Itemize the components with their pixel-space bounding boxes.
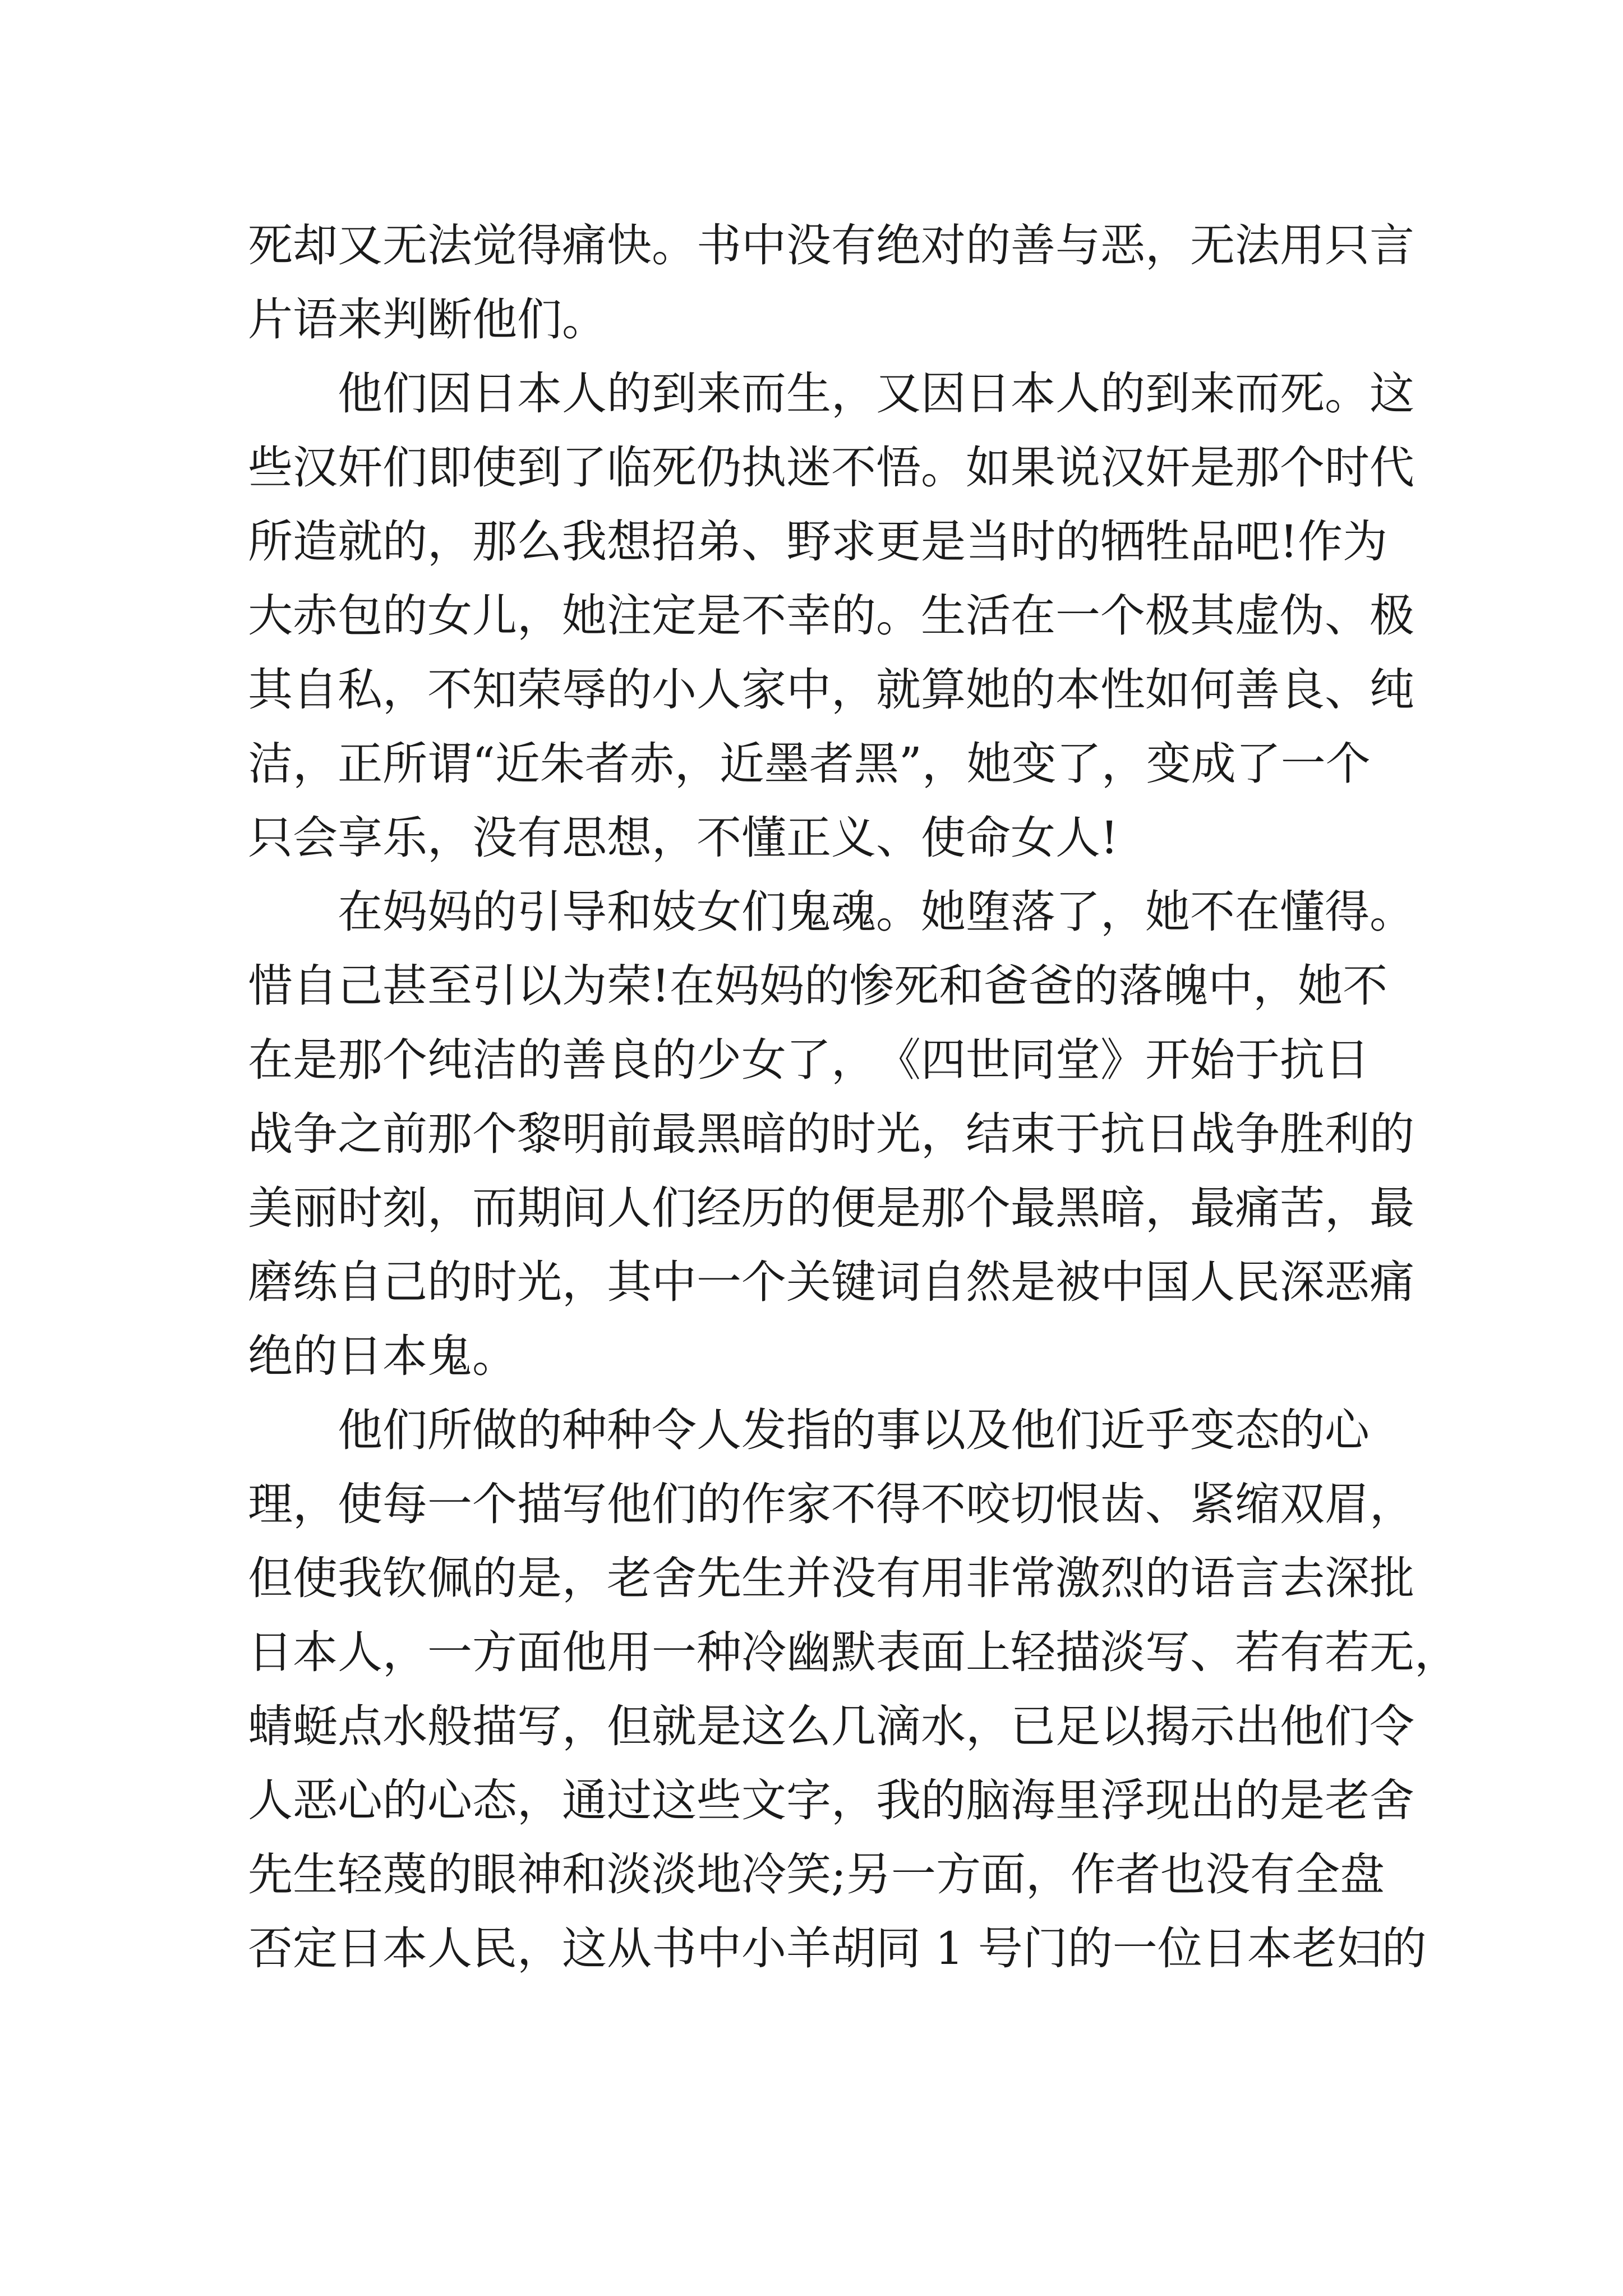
body-text bbox=[248, 209, 1459, 1986]
text-line: 否定日本人民，这从书中小羊胡同 1 号门的一位日本老妇的 bbox=[248, 1922, 1427, 1975]
text-line: 所造就的，那么我想招弟、野求更是当时的牺牲品吧!作为 bbox=[248, 516, 1388, 568]
text-line: 蜻蜓点水般描写，但就是这么几滴水，已足以揭示出他们令 bbox=[248, 1700, 1414, 1752]
text-line: 但使我钦佩的是，老舍先生并没有用非常激烈的语言去深批 bbox=[248, 1552, 1414, 1604]
paragraph-start-line: 他们因日本人的到来而生，又因日本人的到来而死。这 bbox=[338, 367, 1414, 420]
text-line: 只会享乐，没有思想，不懂正义、使命女人! bbox=[248, 812, 1119, 864]
text-line: 片语来判断他们。 bbox=[248, 293, 607, 346]
text-line: 理，使每一个描写他们的作家不得不咬切恨齿、紧缩双眉， bbox=[248, 1478, 1414, 1530]
text-line: 洁，正所谓“近朱者赤，近墨者黑”，她变了，变成了一个 bbox=[248, 738, 1371, 790]
paragraph-start-line: 在妈妈的引导和妓女们鬼魂。她堕落了，她不在懂得。 bbox=[338, 886, 1414, 938]
text-line: 绝的日本鬼。 bbox=[248, 1330, 517, 1382]
text-line: 日本人，一方面他用一种冷幽默表面上轻描淡写、若有若无， bbox=[248, 1626, 1459, 1678]
text-line: 战争之前那个黎明前最黑暗的时光，结束于抗日战争胜利的 bbox=[248, 1108, 1414, 1160]
text-line: 在是那个纯洁的善良的少女了， 《四世同堂》开始于抗日 bbox=[248, 1034, 1370, 1086]
text-line: 大赤包的女儿，她注定是不幸的。生活在一个极其虚伪、极 bbox=[248, 590, 1414, 642]
text-line: 人恶心的心态，通过这些文字，我的脑海里浮现出的是老舍 bbox=[248, 1774, 1414, 1826]
text-line: 磨练自己的时光，其中一个关键词自然是被中国人民深恶痛 bbox=[248, 1256, 1414, 1308]
text-line: 其自私，不知荣辱的小人家中，就算她的本性如何善良、纯 bbox=[248, 664, 1414, 716]
text-line: 些汉奸们即使到了临死仍执迷不悟。如果说汉奸是那个时代 bbox=[248, 441, 1414, 494]
paragraph-start-line: 他们所做的种种令人发指的事以及他们近乎变态的心 bbox=[338, 1404, 1370, 1456]
text-line: 美丽时刻，而期间人们经历的便是那个最黑暗，最痛苦，最 bbox=[248, 1182, 1414, 1234]
text-line: 惜自己甚至引以为荣!在妈妈的惨死和爸爸的落魄中，她不 bbox=[248, 960, 1388, 1012]
text-line: 先生轻蔑的眼神和淡淡地冷笑;另一方面，作者也没有全盘 bbox=[248, 1848, 1385, 1901]
text-line: 死却又无法觉得痛快。书中没有绝对的善与恶，无法用只言 bbox=[248, 219, 1414, 272]
